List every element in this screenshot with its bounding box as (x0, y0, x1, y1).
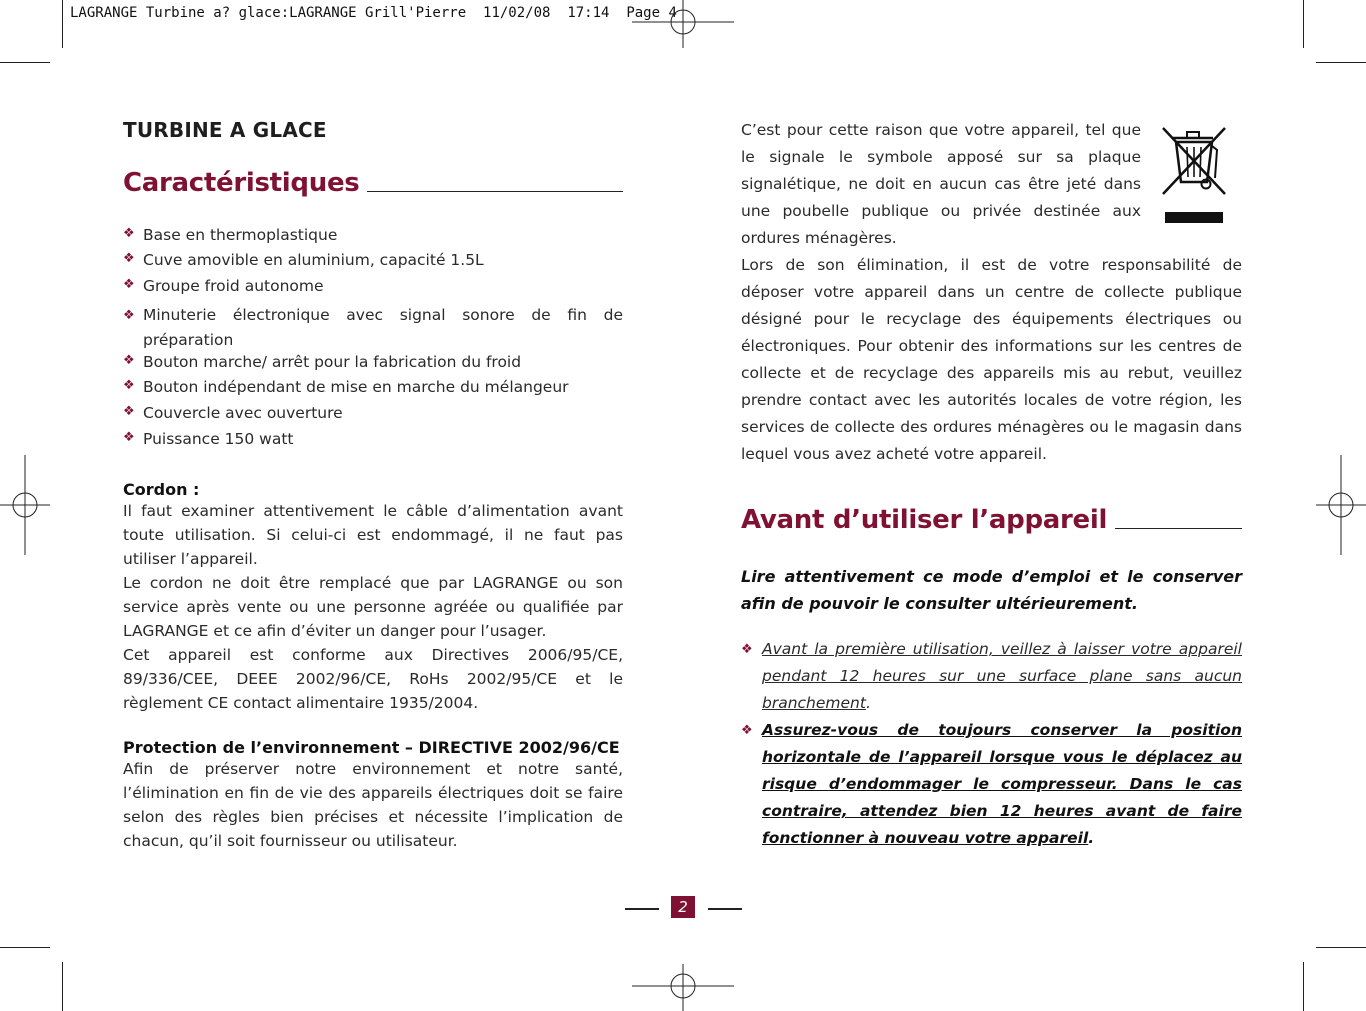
list-item (123, 251, 623, 277)
crop-mark (62, 962, 63, 1011)
registration-mark-icon (1316, 455, 1366, 555)
crop-mark (62, 0, 63, 48)
left-column (123, 118, 623, 853)
list-item (741, 636, 1242, 717)
four-diamond-bullet-icon: ❖ (741, 723, 753, 738)
four-diamond-bullet-icon: ❖ (741, 642, 753, 657)
environment-paragraph: Afin de préserver notre environnement et notre santé, l’élimination en fin de vie des appareils électriques doit se faire selon des règles bien précises et nécessite l’implication de chacun, qu’il soit fournisseur ou utilisateur. (123, 760, 623, 850)
list-item (123, 277, 623, 303)
page-number: 2 (671, 896, 695, 918)
cordon-paragraph: Cet appareil est conforme aux Directives 2006/95/CE, 89/336/CEE, DEEE 2002/96/CE, RoHs 2002/95/CE et le règlement CE contact alimentaire 1935/2004. (123, 646, 623, 712)
warning-text: Assurez-vous de toujours conserver la position horizontale de l’appareil lorsque vous le déplacez au risque d’endommager le compresseur. Dans le cas contraire, attendez bien 12 heures avant de faire fonctionner à nouveau votre appareil (762, 721, 1242, 847)
four-diamond-bullet-icon: ❖ (123, 430, 135, 445)
cordon-paragraph: Il faut examiner attentivement le câble d’alimentation avant toute utilisation. Si celui-ci est endommagé, il ne faut pas utiliser l’appareil. (123, 502, 623, 568)
feature-text: Bouton marche/ arrêt pour la fabrication du froid (143, 353, 522, 371)
before-use-heading-text: Avant d’utiliser l’appareil (741, 505, 1108, 535)
right-column (741, 118, 1242, 852)
four-diamond-bullet-icon: ❖ (123, 277, 135, 292)
registration-mark-icon (0, 455, 50, 555)
document-title: TURBINE A GLACE (123, 118, 327, 142)
heading-rule (1115, 528, 1242, 529)
disposal-paragraph: Lors de son élimination, il est de votre responsabilité de déposer votre appareil dans un centre de collecte publique désigné pour le recyclage des équipements électriques ou électroniques. Pour obtenir des informations sur les centres de collecte et de recyclage des appareils mis au rebut, veuillez prendre contact avec les autorités locales de votre région, les services de collecte des ordures ménagères ou le magasin dans lequel vous avez acheté votre appareil. (741, 256, 1242, 463)
four-diamond-bullet-icon: ❖ (123, 404, 135, 419)
list-item (123, 226, 623, 251)
list-item (123, 404, 623, 430)
feature-text: Base en thermoplastique (143, 226, 338, 244)
list-item (123, 303, 623, 353)
four-diamond-bullet-icon: ❖ (123, 308, 135, 323)
crop-mark (1316, 947, 1366, 948)
features-heading-text: Caractéristiques (123, 168, 360, 198)
heading-rule (367, 191, 623, 192)
features-list (123, 226, 623, 456)
crop-mark (0, 947, 50, 948)
registration-mark-icon (632, 962, 734, 1011)
slug-file: LAGRANGE Turbine a? glace:LAGRANGE Grill'Pierre (70, 5, 467, 21)
list-item (123, 378, 623, 404)
feature-text: Cuve amovible en aluminium, capacité 1.5L (143, 251, 484, 269)
slug-page: Page 4 (626, 5, 677, 21)
four-diamond-bullet-icon: ❖ (123, 226, 135, 241)
list-item (123, 353, 623, 378)
slug-date: 11/02/08 (483, 5, 551, 21)
crop-mark (1303, 0, 1304, 48)
warning-text: Avant la première utilisation, veillez à laisser votre appareil pendant 12 heures sur une surface plane sans aucun branchement (762, 640, 1242, 712)
list-item (123, 430, 623, 456)
environment-heading: Protection de l’environnement – DIRECTIVE 2002/96/CE (123, 738, 620, 757)
feature-text: Puissance 150 watt (143, 430, 294, 448)
weee-paragraph: C’est pour cette raison que votre appareil, tel que le signale le symbole apposé sur sa plaque signalétique, ne doit en aucun cas être jeté dans une poubelle publique ou privée destinée aux ordures ménagères. (741, 121, 1141, 247)
list-item (741, 717, 1242, 852)
slug-time: 17:14 (567, 5, 610, 21)
feature-text: Minuterie électronique avec signal sonore de fin de préparation (143, 306, 623, 349)
warning-end: . (1088, 829, 1095, 847)
crossed-out-wheelie-bin-icon (1159, 120, 1229, 224)
cordon-paragraph: Le cordon ne doit être remplacé que par LAGRANGE ou son service après vente ou une personne agréée ou qualifiée par LAGRANGE et ce afin d’éviter un danger pour l’usager. (123, 574, 623, 640)
crop-mark (0, 62, 50, 63)
feature-text: Couvercle avec ouverture (143, 404, 343, 422)
before-use-heading (741, 505, 1242, 535)
crop-mark (1316, 62, 1366, 63)
page-number-rule (625, 908, 659, 910)
intro-instruction: Lire attentivement ce mode d’emploi et le conserver afin de pouvoir le consulter ultérieurement. (741, 567, 1242, 613)
features-heading (123, 168, 623, 198)
registration-mark-icon (632, 0, 734, 50)
four-diamond-bullet-icon: ❖ (123, 251, 135, 266)
warnings-list (741, 636, 1242, 852)
four-diamond-bullet-icon: ❖ (123, 353, 135, 368)
page-number-rule (708, 908, 742, 910)
feature-text: Groupe froid autonome (143, 277, 324, 295)
cordon-heading: Cordon : (123, 480, 200, 499)
crop-mark (1303, 962, 1304, 1011)
feature-text: Bouton indépendant de mise en marche du mélangeur (143, 378, 569, 396)
print-slug (70, 5, 677, 21)
warning-end: . (865, 694, 871, 712)
four-diamond-bullet-icon: ❖ (123, 378, 135, 393)
